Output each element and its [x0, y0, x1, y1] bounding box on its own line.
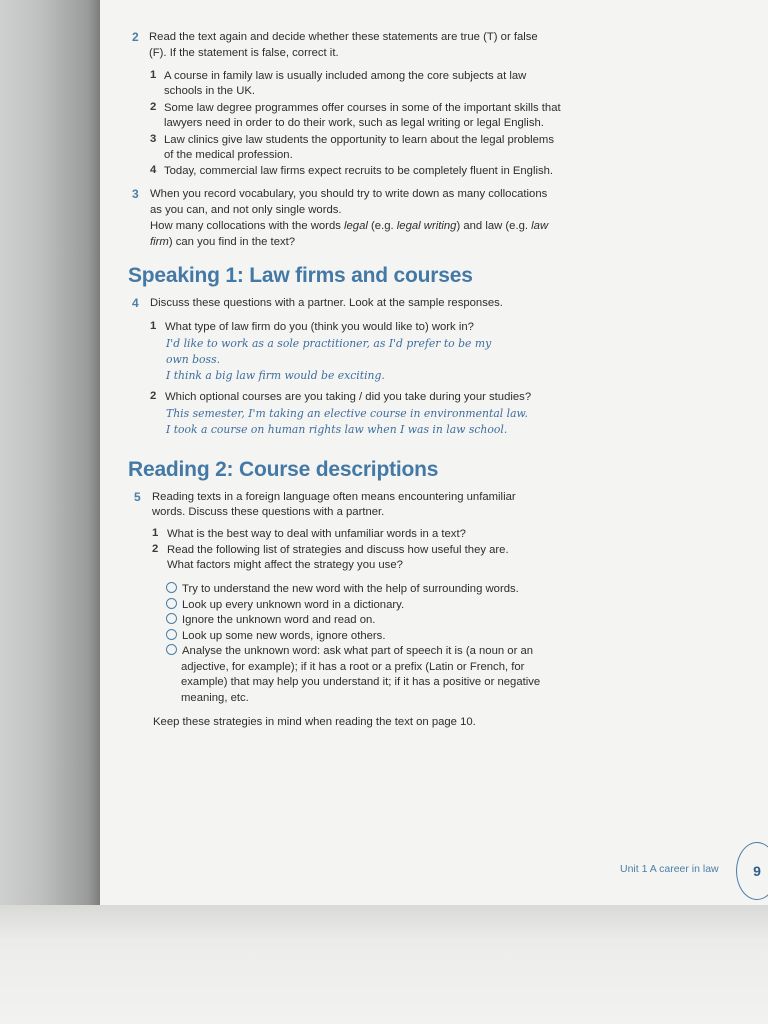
ex2-item-3-number: 3: [150, 133, 157, 145]
exercise-5-line2: words. Discuss these questions with a partner.: [152, 506, 385, 518]
reading-2-heading: Reading 2: Course descriptions: [128, 458, 439, 481]
page-bottom-edge: [0, 905, 768, 1024]
strategy-item: Look up every unknown word in a dictionary.: [166, 598, 404, 614]
ex2-item-2-line1: Some law degree programmes offer courses in some of the important skills that: [164, 102, 561, 114]
exercise-3-line2: as you can, and not only single words.: [150, 204, 342, 216]
ex2-item-2-number: 2: [150, 101, 157, 113]
exercise-3-line1: When you record vocabulary, you should try to write down as many collocations: [150, 188, 548, 200]
ex2-item-3-line1: Law clinics give law students the opportunity to learn about the legal problems: [164, 134, 554, 146]
strategy-item: Analyse the unknown word: ask what part of speech it is (a noun or an: [166, 644, 533, 660]
circle-bullet-icon: [166, 582, 177, 593]
strategy-item: Look up some new words, ignore others.: [166, 629, 385, 645]
exercise-2-instruction-line2: (F). If the statement is false, correct it.: [149, 47, 339, 59]
circle-bullet-icon: [166, 629, 177, 640]
exercise-4-number: 4: [132, 296, 139, 310]
circle-bullet-icon: [166, 613, 177, 624]
exercise-3-number: 3: [132, 187, 139, 201]
speaking-q1-answer-line3: I think a big law firm would be exciting.: [166, 369, 385, 382]
unit-label: Unit 1 A career in law: [620, 863, 719, 875]
page-number-badge: [736, 842, 768, 900]
reading-q2-number: 2: [152, 543, 159, 555]
speaking-q2-answer-line1: This semester, I'm taking an elective course in environmental law.: [166, 407, 528, 420]
strategy-5-continuation-line3: meaning, etc.: [181, 692, 249, 704]
speaking-q2-number: 2: [150, 390, 157, 402]
strategy-5-continuation-line2: example) that may help you understand it; if it has a positive or negative: [181, 676, 541, 688]
strategy-item: Ignore the unknown word and read on.: [166, 613, 375, 629]
ex2-item-1-number: 1: [150, 69, 157, 81]
page-number: 9: [753, 863, 761, 879]
ex2-item-3-line2: of the medical profession.: [164, 149, 293, 161]
exercise-5-line1: Reading texts in a foreign language often means encountering unfamiliar: [152, 491, 516, 503]
speaking-q2-answer-line2: I took a course on human rights law when I was in law school.: [166, 423, 508, 436]
speaking-q1-answer-line2: own boss.: [166, 353, 221, 366]
ex2-item-4-line1: Today, commercial law firms expect recruits to be completely fluent in English.: [164, 165, 554, 177]
ex2-item-1-line1: A course in family law is usually included among the core subjects at law: [164, 70, 527, 82]
circle-bullet-icon: [166, 598, 177, 609]
exercise-4-instruction: Discuss these questions with a partner. Look at the sample responses.: [150, 297, 503, 309]
exercise-2-instruction-line1: Read the text again and decide whether these statements are true (T) or false: [149, 31, 538, 43]
speaking-q1-answer-line1: I'd like to work as a sole practitioner, as I'd prefer to be my: [166, 337, 492, 350]
speaking-q1-number: 1: [150, 320, 157, 332]
ex2-item-4-number: 4: [150, 164, 157, 176]
ex2-item-2-line2: lawyers need in order to do their work, such as legal writing or legal English.: [164, 117, 544, 129]
circle-bullet-icon: [166, 644, 177, 655]
reading-q1-number: 1: [152, 527, 159, 539]
exercise-5-number: 5: [134, 490, 141, 504]
book-page: [100, 0, 768, 905]
reading-q1: What is the best way to deal with unfamiliar words in a text?: [167, 528, 466, 540]
closing-instruction: Keep these strategies in mind when reading the text on page 10.: [153, 716, 476, 728]
reading-q2-line1: Read the following list of strategies and discuss how useful they are.: [167, 544, 509, 556]
exercise-3-line4: firm) can you find in the text?: [150, 236, 296, 248]
reading-q2-line2: What factors might affect the strategy you use?: [167, 559, 403, 571]
ex2-item-1-line2: schools in the UK.: [164, 85, 256, 97]
exercise-3-line3: How many collocations with the words legal (e.g. legal writing) and law (e.g. law: [150, 220, 549, 232]
speaking-q1: What type of law firm do you (think you would like to) work in?: [165, 321, 474, 333]
speaking-q2: Which optional courses are you taking / did you take during your studies?: [165, 391, 532, 403]
strategy-5-continuation-line1: adjective, for example); if it has a root or a prefix (Latin or French, for: [181, 661, 525, 673]
exercise-2-number: 2: [132, 30, 139, 44]
speaking-1-heading: Speaking 1: Law firms and courses: [128, 264, 473, 287]
strategy-item: Try to understand the new word with the help of surrounding words.: [166, 582, 519, 598]
